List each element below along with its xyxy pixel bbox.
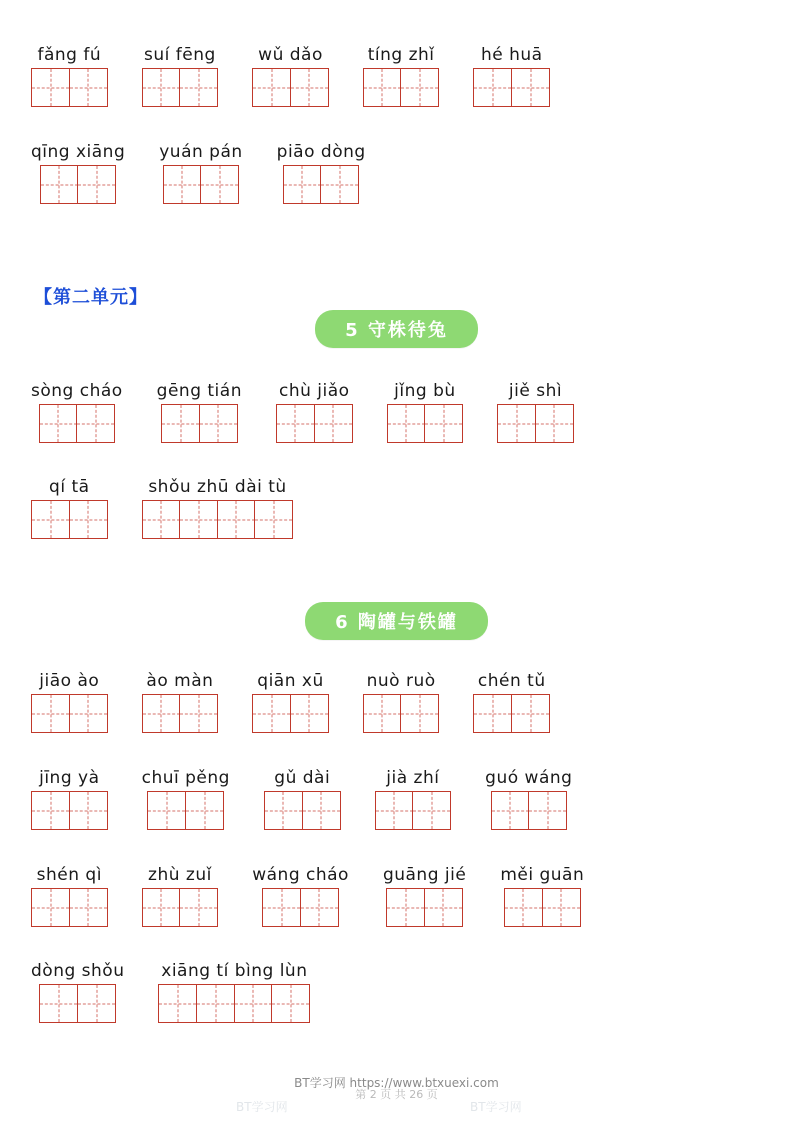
lesson-banner-wrap <box>0 602 793 640</box>
lesson-banner: 5 守株待兔 <box>315 310 478 348</box>
pinyin-label: gēng tián <box>156 381 242 401</box>
grid-cell[interactable] <box>31 791 70 830</box>
grid-cell[interactable] <box>217 500 256 539</box>
word-block <box>473 670 550 733</box>
word-block <box>142 476 294 539</box>
character-grid[interactable] <box>142 500 294 539</box>
word-block <box>500 864 584 927</box>
grid-cell[interactable] <box>511 68 550 107</box>
word-block <box>31 476 108 539</box>
pinyin-label: qiān xū <box>257 671 324 691</box>
unit-heading: 【第二单元】 <box>34 287 148 308</box>
grid-cell[interactable] <box>179 888 218 927</box>
pinyin-label: piāo dòng <box>276 142 366 162</box>
character-grid[interactable] <box>375 791 452 830</box>
grid-cell[interactable] <box>31 888 70 927</box>
character-grid[interactable] <box>31 694 108 733</box>
character-grid[interactable] <box>142 694 219 733</box>
grid-cell[interactable] <box>528 791 567 830</box>
grid-cell[interactable] <box>163 165 202 204</box>
pinyin-label: suí fēng <box>144 45 216 65</box>
word-block <box>252 864 349 927</box>
grid-cell[interactable] <box>314 404 353 443</box>
word-block <box>142 767 230 830</box>
grid-cell[interactable] <box>400 694 439 733</box>
character-grid[interactable] <box>158 984 310 1023</box>
grid-cell[interactable] <box>196 984 235 1023</box>
grid-cell[interactable] <box>69 791 108 830</box>
pinyin-label: ào màn <box>146 671 214 691</box>
word-block <box>276 380 353 443</box>
pinyin-label: qīng xiāng <box>31 142 126 162</box>
word-block <box>31 380 123 443</box>
word-block <box>277 141 366 204</box>
character-grid[interactable] <box>40 165 117 204</box>
grid-cell[interactable] <box>375 791 414 830</box>
pinyin-label: jià zhí <box>386 768 440 788</box>
grid-cell[interactable] <box>290 694 329 733</box>
word-row <box>31 960 310 1023</box>
grid-cell[interactable] <box>504 888 543 927</box>
pinyin-label: wǔ dǎo <box>258 45 323 65</box>
character-grid[interactable] <box>31 500 108 539</box>
word-block <box>159 141 242 204</box>
grid-cell[interactable] <box>412 791 451 830</box>
grid-cell[interactable] <box>387 404 426 443</box>
word-block <box>157 380 242 443</box>
word-row <box>31 767 572 830</box>
grid-cell[interactable] <box>77 165 116 204</box>
pinyin-label: wáng cháo <box>252 865 349 885</box>
character-grid[interactable] <box>31 888 108 927</box>
word-block <box>252 44 329 107</box>
word-block <box>473 44 550 107</box>
grid-cell[interactable] <box>31 68 70 107</box>
grid-cell[interactable] <box>542 888 581 927</box>
character-grid[interactable] <box>142 68 219 107</box>
word-block <box>142 670 219 733</box>
word-block <box>158 960 310 1023</box>
word-block <box>31 767 108 830</box>
character-grid[interactable] <box>262 888 339 927</box>
ghost-watermark-left: BT学习网 <box>236 1100 288 1114</box>
character-grid[interactable] <box>276 404 353 443</box>
grid-cell[interactable] <box>142 888 181 927</box>
grid-cell[interactable] <box>179 68 218 107</box>
grid-cell[interactable] <box>200 165 239 204</box>
lesson-banner-wrap <box>0 310 793 348</box>
grid-cell[interactable] <box>535 404 574 443</box>
pinyin-label: guó wáng <box>485 768 573 788</box>
character-grid[interactable] <box>473 68 550 107</box>
character-grid[interactable] <box>142 888 219 927</box>
grid-cell[interactable] <box>491 791 530 830</box>
word-row <box>31 141 366 204</box>
grid-cell[interactable] <box>283 165 322 204</box>
grid-cell[interactable] <box>424 404 463 443</box>
lesson-banner: 6 陶罐与铁罐 <box>305 602 488 640</box>
grid-cell[interactable] <box>252 68 291 107</box>
grid-cell[interactable] <box>199 404 238 443</box>
grid-cell[interactable] <box>179 500 218 539</box>
grid-cell[interactable] <box>262 888 301 927</box>
word-block <box>142 44 219 107</box>
character-grid[interactable] <box>163 165 240 204</box>
word-row <box>31 864 584 927</box>
pinyin-label: jīng yà <box>39 768 100 788</box>
word-block <box>31 960 124 1023</box>
character-grid[interactable] <box>363 694 440 733</box>
grid-cell[interactable] <box>77 984 116 1023</box>
grid-cell[interactable] <box>69 68 108 107</box>
word-block <box>485 767 572 830</box>
word-block <box>31 141 125 204</box>
character-grid[interactable] <box>504 888 581 927</box>
pinyin-label: shén qì <box>36 865 102 885</box>
character-grid[interactable] <box>31 791 108 830</box>
pinyin-label: hé huā <box>480 45 543 65</box>
character-grid[interactable] <box>283 165 360 204</box>
pinyin-label: fǎng fú <box>37 45 102 65</box>
pinyin-label: shǒu zhū dài tù <box>148 477 287 497</box>
pinyin-label: sòng cháo <box>31 381 123 401</box>
character-grid[interactable] <box>31 68 108 107</box>
word-block <box>387 380 464 443</box>
grid-cell[interactable] <box>511 694 550 733</box>
character-grid[interactable] <box>39 984 116 1023</box>
pinyin-label: chù jiǎo <box>279 381 350 401</box>
grid-cell[interactable] <box>302 791 341 830</box>
pinyin-label: měi guān <box>500 865 585 885</box>
grid-cell[interactable] <box>179 694 218 733</box>
footer-page-number: 第 2 页 共 26 页 <box>355 1088 438 1101</box>
word-block <box>31 44 108 107</box>
character-grid[interactable] <box>363 68 440 107</box>
ghost-watermark-right: BT学习网 <box>470 1100 522 1114</box>
grid-cell[interactable] <box>31 694 70 733</box>
pinyin-label: yuán pán <box>159 142 243 162</box>
word-row <box>31 380 574 443</box>
grid-cell[interactable] <box>254 500 293 539</box>
character-grid[interactable] <box>264 791 341 830</box>
grid-cell[interactable] <box>40 165 79 204</box>
grid-cell[interactable] <box>271 984 310 1023</box>
pinyin-label: gǔ dài <box>274 768 331 788</box>
grid-cell[interactable] <box>142 694 181 733</box>
word-block <box>142 864 219 927</box>
pinyin-label: jiāo ào <box>39 671 100 691</box>
grid-cell[interactable] <box>142 500 181 539</box>
grid-cell[interactable] <box>69 888 108 927</box>
word-block <box>31 670 108 733</box>
grid-cell[interactable] <box>147 791 186 830</box>
grid-cell[interactable] <box>386 888 425 927</box>
character-grid[interactable] <box>473 694 550 733</box>
pinyin-label: chén tǔ <box>477 671 546 691</box>
pinyin-label: guāng jié <box>382 865 467 885</box>
grid-cell[interactable] <box>473 694 512 733</box>
grid-cell[interactable] <box>424 888 463 927</box>
grid-cell[interactable] <box>158 984 197 1023</box>
word-block <box>264 767 341 830</box>
character-grid[interactable] <box>252 694 329 733</box>
grid-cell[interactable] <box>31 500 70 539</box>
grid-cell[interactable] <box>39 404 78 443</box>
pinyin-label: xiāng tí bìng lùn <box>161 961 308 981</box>
character-grid[interactable] <box>497 404 574 443</box>
grid-cell[interactable] <box>497 404 536 443</box>
word-row <box>31 670 550 733</box>
grid-cell[interactable] <box>290 68 329 107</box>
grid-cell[interactable] <box>276 404 315 443</box>
pinyin-label: nuò ruò <box>366 671 436 691</box>
word-block <box>31 864 108 927</box>
pinyin-label: zhù zuǐ <box>148 865 212 885</box>
grid-cell[interactable] <box>185 791 224 830</box>
grid-cell[interactable] <box>400 68 439 107</box>
pinyin-label: qí tā <box>49 477 90 497</box>
grid-cell[interactable] <box>39 984 78 1023</box>
word-block <box>363 44 440 107</box>
grid-cell[interactable] <box>142 68 181 107</box>
character-grid[interactable] <box>161 404 238 443</box>
grid-cell[interactable] <box>76 404 115 443</box>
grid-cell[interactable] <box>363 68 402 107</box>
pinyin-label: jǐng bù <box>394 381 456 401</box>
pinyin-label: jiě shì <box>508 381 563 401</box>
word-block <box>375 767 452 830</box>
word-block <box>383 864 466 927</box>
character-grid[interactable] <box>491 791 568 830</box>
grid-cell[interactable] <box>69 694 108 733</box>
grid-cell[interactable] <box>300 888 339 927</box>
word-block <box>497 380 574 443</box>
pinyin-label: tíng zhǐ <box>367 45 435 65</box>
grid-cell[interactable] <box>363 694 402 733</box>
footer-watermark: BT学习网 https://www.btxuexi.com <box>294 1076 499 1090</box>
grid-cell[interactable] <box>234 984 273 1023</box>
character-grid[interactable] <box>252 68 329 107</box>
grid-cell[interactable] <box>252 694 291 733</box>
pinyin-label: dòng shǒu <box>31 961 125 981</box>
word-row <box>31 476 293 539</box>
grid-cell[interactable] <box>69 500 108 539</box>
character-grid[interactable] <box>387 404 464 443</box>
word-row <box>31 44 550 107</box>
pinyin-label: chuī pěng <box>141 768 230 788</box>
character-grid[interactable] <box>147 791 224 830</box>
grid-cell[interactable] <box>473 68 512 107</box>
character-grid[interactable] <box>386 888 463 927</box>
grid-cell[interactable] <box>161 404 200 443</box>
word-block <box>363 670 440 733</box>
character-grid[interactable] <box>39 404 116 443</box>
grid-cell[interactable] <box>320 165 359 204</box>
word-block <box>252 670 329 733</box>
grid-cell[interactable] <box>264 791 303 830</box>
